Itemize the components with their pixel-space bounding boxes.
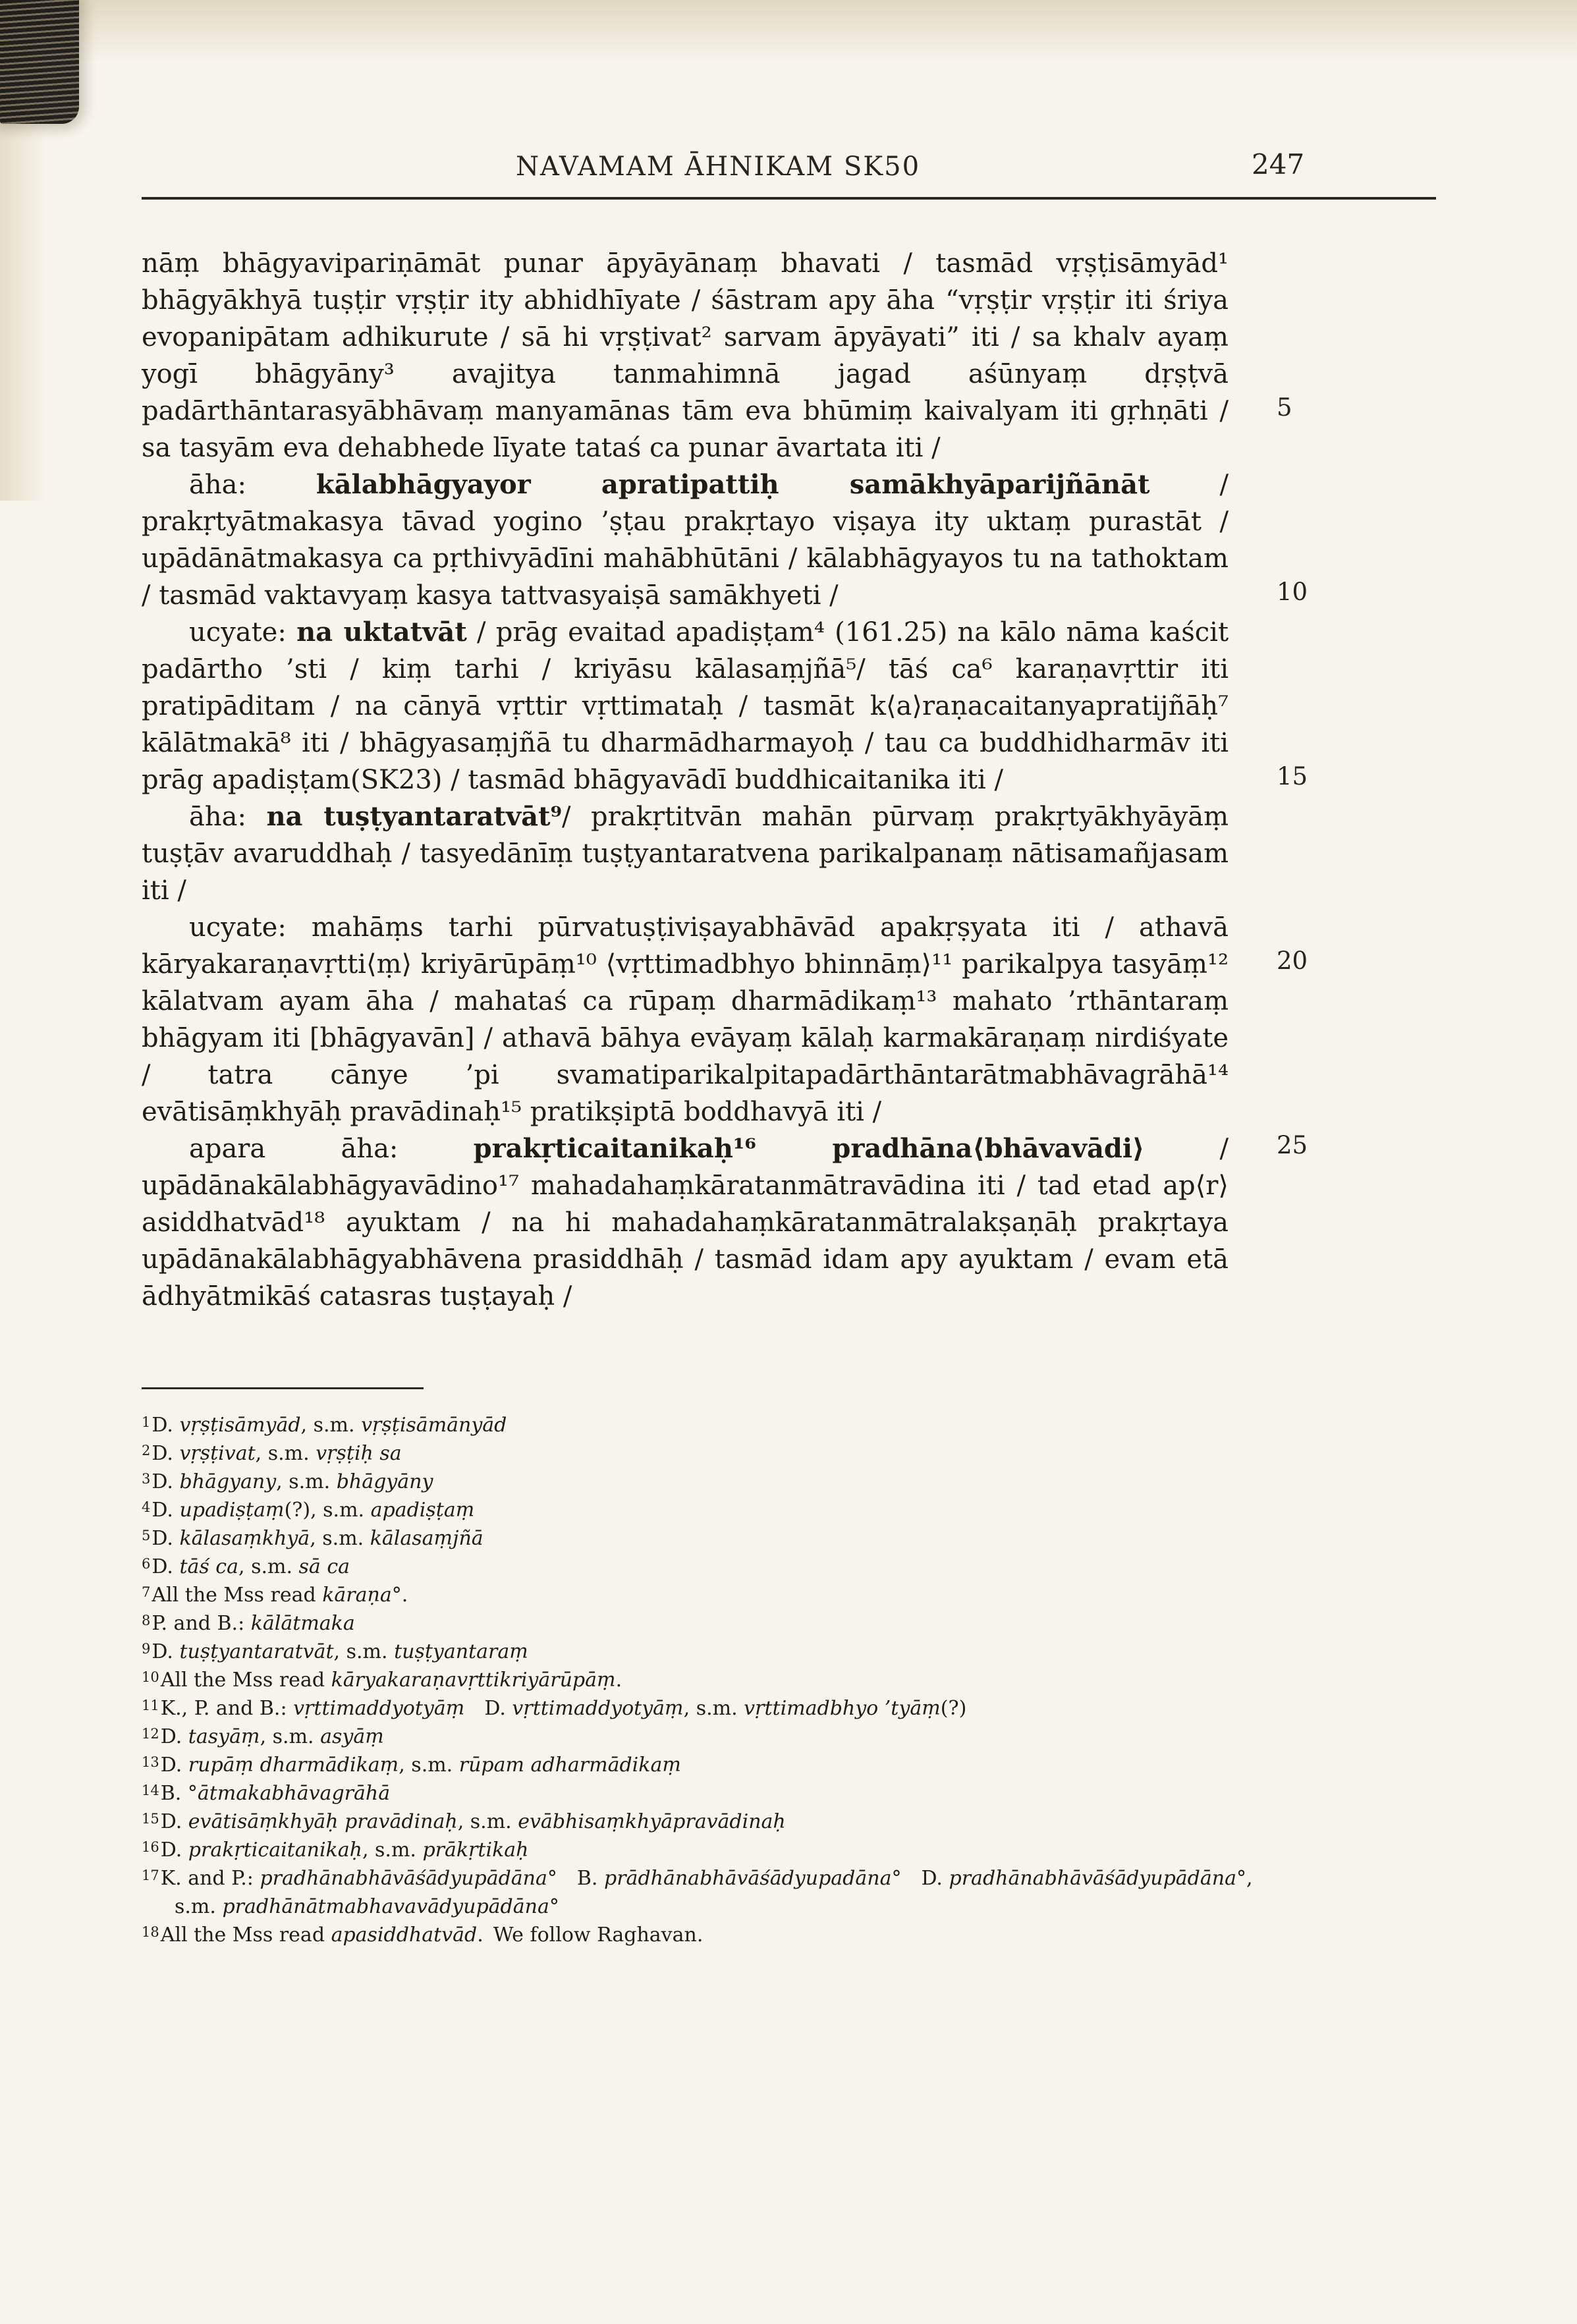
footnote-marker: 8: [142, 1613, 151, 1628]
page-number: 247: [1252, 148, 1305, 180]
footnote-marker: 3: [142, 1471, 151, 1487]
footnotes: [142, 1411, 1261, 1949]
footnote: [142, 1524, 1261, 1553]
footnote-text: P. and B.: kālātmaka: [152, 1612, 355, 1635]
footnote-marker: 16: [142, 1839, 159, 1855]
body-paragraph: apara āha: prakṛticaitanikaḥ¹⁶ pradhāna⟨bhāvavādi⟩ / upādānakālabhāgyavādino¹⁷ mahadahaṃkāratanmātravādina iti / tad etad ap⟨r⟩asiddhatvād¹⁸ ayuktam / na hi mahadahaṃkāratanmātralakṣaṇāḥ prakṛtaya upādānakālabhāgyabhāvena prasiddhāḥ / tasmād idam apy ayuktam / evam etā ādhyātmikāś catasras tuṣṭayaḥ /: [142, 1133, 1229, 1312]
footnote: [142, 1439, 1261, 1468]
footnote: [142, 1836, 1261, 1864]
body-paragraph: nāṃ bhāgyavipariṇāmāt punar āpyāyānaṃ bhavati / tasmād vṛṣṭisāmyād¹ bhāgyākhyā tuṣṭir vṛṣṭir ity abhidhīyate / śāstram apy āha “vṛṣṭir vṛṣṭir iti śriya evopanipātam adhikurute / sā hi vṛṣṭivat² sarvam āpyāyati” iti / sa khalv ayaṃ yogī bhāgyāny³ avajitya tanmahimnā jagad aśūnyaṃ dṛṣṭvā padārthāntarasyābhāvaṃ manyamānas tām eva bhūmiṃ kaivalyam iti gṛhṇāti / sa tasyām eva dehabhede līyate tataś ca punar āvartata iti /: [142, 248, 1229, 463]
footnote-text: D. prakṛticaitanikaḥ, s.m. prākṛtikaḥ: [160, 1839, 529, 1862]
footnote: [142, 1864, 1261, 1921]
footnote-text: D. tuṣṭyantaratvāt, s.m. tuṣṭyantaraṃ: [152, 1640, 528, 1663]
body-paragraph: āha: na tuṣṭyantaratvāt⁹/ prakṛtitvān mahān pūrvaṃ prakṛtyākhyāyāṃ tuṣṭāv avaruddhaḥ / tasyedānīṃ tuṣṭyantaratvena parikalpanaṃ nātisamañjasam iti /: [142, 801, 1229, 906]
footnote-marker: 11: [142, 1698, 159, 1713]
footnote-marker: 18: [142, 1924, 159, 1940]
footnote-text: D. bhāgyany, s.m. bhāgyāny: [152, 1470, 433, 1493]
footnote-separator: [142, 1387, 424, 1389]
footnote: [142, 1808, 1261, 1836]
footnote-text: D. upadiṣṭaṃ(?), s.m. apadiṣṭaṃ: [152, 1499, 475, 1522]
footnote: [142, 1609, 1261, 1638]
footnote-marker: 15: [142, 1811, 159, 1827]
margin-line-number: 10: [1277, 578, 1308, 606]
footnote-text: All the Mss read kāryakaraṇavṛttikriyārūpāṃ.: [160, 1669, 622, 1692]
footnote-text: All the Mss read kāraṇa°.: [152, 1584, 408, 1607]
footnote-marker: 17: [142, 1868, 159, 1883]
body-paragraph: ucyate: mahāṃs tarhi pūrvatuṣṭiviṣayabhāvād apakṛṣyata iti / athavā kāryakaraṇavṛtti⟨ṃ⟩ kriyārūpāṃ¹⁰ ⟨vṛttimadbhyo bhinnāṃ⟩¹¹ parikalpya tasyāṃ¹² kālatvam ayam āha / mahataś ca rūpaṃ dharmādikaṃ¹³ mahato ’rthāntaraṃ bhāgyam iti [bhāgyavān] / athavā bāhya evāyaṃ kālaḥ karmakāraṇaṃ nirdiśyate / tatra cānye ’pi svamatiparikalpitapadārthāntarātmabhāvagrāhā¹⁴ evātisāṃkhyāḥ pravādinaḥ¹⁵ pratikṣiptā boddhavyā iti /: [142, 912, 1229, 1127]
footnote: [142, 1581, 1261, 1609]
footnote-text: D. vṛṣṭivat, s.m. vṛṣṭiḥ sa: [152, 1442, 402, 1465]
footnote: [142, 1496, 1261, 1524]
margin-line-number: 20: [1277, 947, 1308, 975]
footnote-marker: 9: [142, 1641, 151, 1657]
header-rule: [142, 197, 1436, 200]
running-title: NAVAMAM ĀHNIKAM SK50: [515, 152, 921, 182]
footnote-text: D. evātisāṃkhyāḥ pravādinaḥ, s.m. evābhisaṃkhyāpravādinaḥ: [160, 1810, 786, 1833]
footnote: [142, 1553, 1261, 1581]
footnote: [142, 1779, 1261, 1808]
footnote-marker: 2: [142, 1443, 151, 1458]
body-text: [142, 245, 1229, 1315]
paper-aging-band: [0, 0, 1577, 63]
footnote-text: K. and P.: pradhānabhāvāśādyupādāna° B. prādhānabhāvāśādyupadāna° D. pradhānabhāvāśādyupādāna°, s.m. pradhānātmabhavavādyupādāna°: [160, 1867, 1253, 1918]
footnote-marker: 10: [142, 1669, 159, 1685]
footnote-text: D. tāś ca, s.m. sā ca: [152, 1555, 350, 1578]
footnote-marker: 6: [142, 1556, 151, 1572]
margin-line-number: 25: [1277, 1131, 1308, 1159]
scan-edge-artifact: [0, 0, 79, 124]
footnote: [142, 1694, 1261, 1723]
footnote: [142, 1723, 1261, 1751]
footnote: [142, 1666, 1261, 1694]
footnote-text: D. kālasaṃkhyā, s.m. kālasaṃjñā: [152, 1527, 484, 1550]
footnote-text: All the Mss read apasiddhatvād. We follow Raghavan.: [160, 1923, 704, 1947]
footnote-marker: 4: [142, 1499, 151, 1515]
footnote-text: B. °ātmakabhāvagrāhā: [160, 1782, 391, 1805]
footnote-marker: 13: [142, 1754, 159, 1770]
footnote-marker: 1: [142, 1414, 151, 1430]
footnote-text: D. vṛṣṭisāmyād, s.m. vṛṣṭisāmānyād: [152, 1414, 507, 1437]
margin-line-number: 5: [1277, 393, 1292, 422]
footnote-marker: 5: [142, 1528, 151, 1543]
footnote: [142, 1468, 1261, 1496]
footnote: [142, 1921, 1261, 1949]
body-paragraph: āha: kālabhāgyayor apratipattiḥ samākhyāparijñānāt / prakṛtyātmakasya tāvad yogino ’ṣṭau prakṛtayo viṣaya ity uktaṃ purastāt / upādānātmakasya ca pṛthivyādīni mahābhūtāni / kālabhāgyayos tu na tathoktam / tasmād vaktavyaṃ kasya tattvasyaiṣā samākhyeti /: [142, 469, 1229, 611]
body-paragraph: ucyate: na uktatvāt / prāg evaitad apadiṣṭam⁴ (161.25) na kālo nāma kaścit padārtho ’sti / kiṃ tarhi / kriyāsu kālasaṃjñā⁵/ tāś ca⁶ karaṇavṛttir iti pratipāditam / na cānyā vṛttir vṛttimataḥ / tasmāt k⟨a⟩raṇacaitanyapratijñāḥ⁷ kālātmakā⁸ iti / bhāgyasaṃjñā tu dharmādharmayoḥ / tau ca buddhidharmāv iti prāg apadiṣṭam(SK23) / tasmād bhāgyavādī buddhicaitanika iti /: [142, 617, 1229, 795]
footnote-text: K., P. and B.: vṛttimaddyotyāṃ D. vṛttimaddyotyāṃ, s.m. vṛttimadbhyo ’tyāṃ(?): [160, 1697, 967, 1720]
footnote: [142, 1411, 1261, 1439]
footnote-marker: 12: [142, 1726, 159, 1742]
footnote-marker: 14: [142, 1783, 159, 1798]
footnote-text: D. rupāṃ dharmādikaṃ, s.m. rūpam adharmādikaṃ: [160, 1754, 681, 1777]
footnote: [142, 1638, 1261, 1666]
footnote: [142, 1751, 1261, 1779]
footnote-marker: 7: [142, 1584, 151, 1600]
footnote-text: D. tasyāṃ, s.m. asyāṃ: [160, 1725, 384, 1748]
margin-line-number: 15: [1277, 762, 1308, 790]
